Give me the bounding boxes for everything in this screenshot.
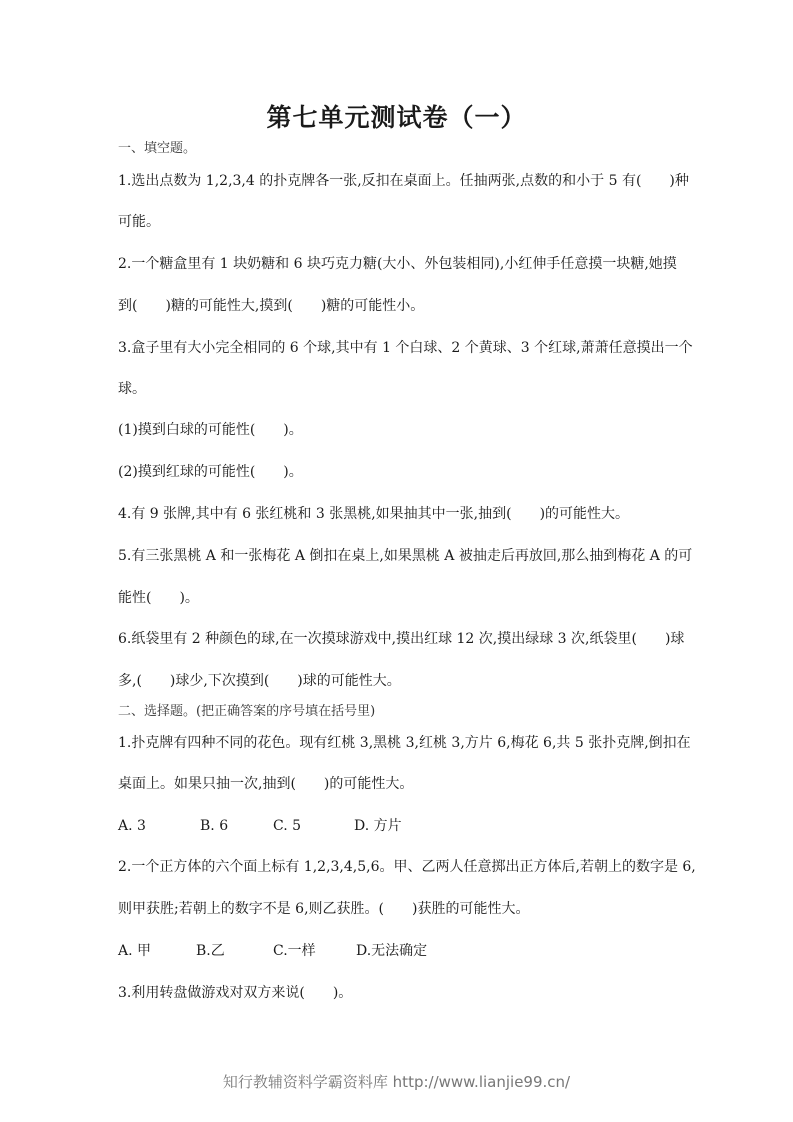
choice-1-line-1: 1.扑克牌有四种不同的花色。现有红桃 3,黑桃 3,红桃 3,方片 6,梅花 6,共 5 张扑克牌,倒扣在	[118, 735, 691, 751]
question-5-line-2: 能性( )。	[118, 590, 199, 606]
question-2-line-2: 到( )糖的可能性大,摸到( )糖的可能性小。	[118, 298, 425, 314]
footer-watermark: 知行教辅资料学霸资料库 http://www.lianjie99.cn/	[222, 1073, 571, 1091]
question-5-line-1: 5.有三张黑桃 A 和一张梅花 A 倒扣在桌上,如果黑桃 A 被抽走后再放回,那么抽到梅花 A 的可	[118, 548, 693, 564]
choice-3-line-1: 3.利用转盘做游戏对双方来说( )。	[118, 985, 353, 1001]
question-1-line-1: 1.选出点数为 1,2,3,4 的扑克牌各一张,反扣在桌面上。任抽两张,点数的和小于 5 有( )种	[118, 173, 689, 189]
choice-2-option-d: D.无法确定	[356, 943, 428, 959]
question-3-line-2: 球。	[118, 381, 146, 397]
question-3-sub-1: (1)摸到白球的可能性( )。	[118, 422, 303, 438]
choice-1-option-b: B. 6	[200, 818, 229, 834]
question-1-line-2: 可能。	[118, 214, 160, 230]
question-3-line-1: 3.盒子里有大小完全相同的 6 个球,其中有 1 个白球、2 个黄球、3 个红球,萧萧任意摸出一个	[118, 340, 693, 356]
question-3-sub-2: (2)摸到红球的可能性( )。	[118, 464, 303, 480]
choice-1-line-2: 桌面上。如果只抽一次,抽到( )的可能性大。	[118, 776, 414, 792]
choice-2-option-c: C.一样	[273, 943, 316, 959]
choice-1-option-c: C. 5	[273, 818, 302, 834]
choice-2-line-2: 则甲获胜;若朝上的数字不是 6,则乙获胜。( )获胜的可能性大。	[118, 901, 530, 917]
choice-2-line-1: 2.一个正方体的六个面上标有 1,2,3,4,5,6。甲、乙两人任意掷出正方体后,若朝上的数字是 6,	[118, 859, 696, 875]
section-fill-in-blank: 一、填空题。	[118, 141, 197, 156]
question-2-line-1: 2.一个糖盒里有 1 块奶糖和 6 块巧克力糖(大小、外包装相同),小红伸手任意摸一块糖,她摸	[118, 256, 677, 272]
section-multiple-choice: 二、选择题。(把正确答案的序号填在括号里)	[118, 704, 376, 719]
question-4-line-1: 4.有 9 张牌,其中有 6 张红桃和 3 张黑桃,如果抽其中一张,抽到( )的可能性大。	[118, 506, 630, 522]
choice-2-option-b: B.乙	[196, 943, 225, 959]
page-title: 第七单元测试卷（一）	[266, 103, 527, 132]
question-6-line-2: 多,( )球少,下次摸到( )球的可能性大。	[118, 673, 401, 689]
choice-2-option-a: A. 甲	[118, 943, 152, 959]
question-6-line-1: 6.纸袋里有 2 种颜色的球,在一次摸球游戏中,摸出红球 12 次,摸出绿球 3 次,纸袋里( )球	[118, 631, 685, 647]
choice-1-option-d: D. 方片	[354, 818, 402, 834]
choice-1-option-a: A. 3	[118, 818, 146, 834]
